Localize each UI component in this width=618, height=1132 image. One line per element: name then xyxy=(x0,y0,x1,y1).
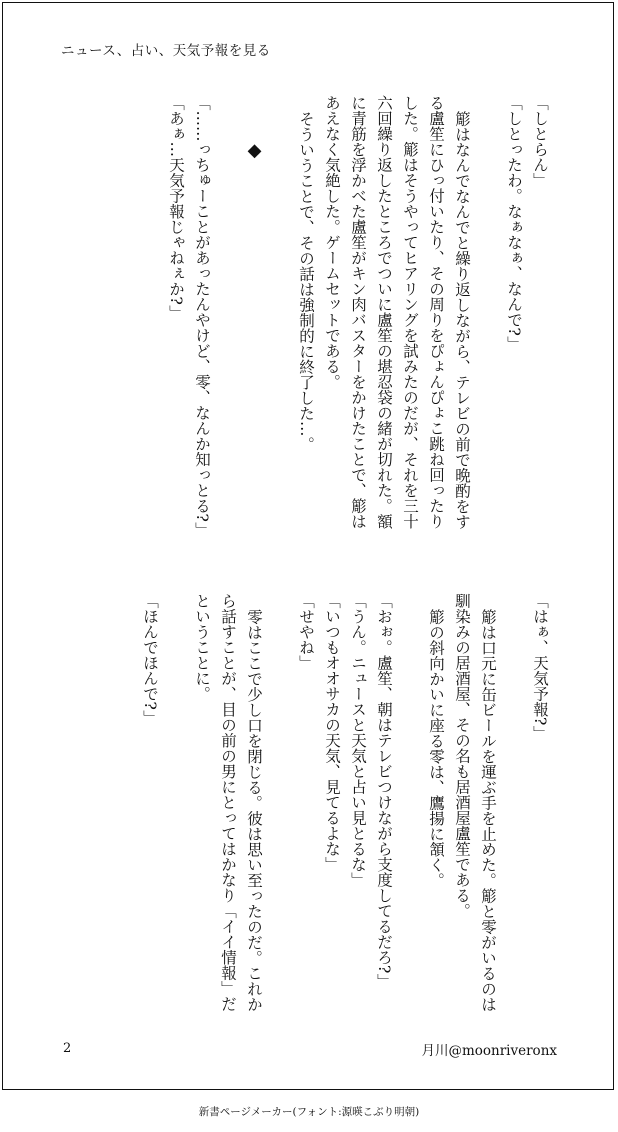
blank-line xyxy=(475,95,501,535)
blank-line xyxy=(267,95,293,535)
text-block-bottom xyxy=(53,593,553,1013)
dialogue-line: 「おぉ。盧笙、朝はテレビつけながら支度してるだろ?」 xyxy=(375,593,393,989)
blank-line xyxy=(501,593,527,1013)
dialogue-line: 「うん。ニュースと天気と占い見とるな」 xyxy=(349,593,367,888)
dialogue-line: 「ほんでほんで?」 xyxy=(141,593,159,726)
dialogue-line: 「せやね」 xyxy=(297,593,315,671)
dialogue-line: 「はぁ、天気予報?」 xyxy=(531,593,549,741)
section-divider: ◆ xyxy=(244,140,265,161)
narration-paragraph: 簓は口元に缶ビールを運ぶ手を止めた。簓と零がいるのは馴染みの居酒屋、その名も居酒屋盧笙である。 xyxy=(453,593,497,1012)
author-handle: 月川@moonriveronx xyxy=(421,1043,557,1059)
narration-paragraph: 零はここで少し口を閉じる。彼は思い至ったのだ。これから話すことが、目の前の男にとってはかなり「イイ情報」だということに。 xyxy=(193,593,263,1012)
dialogue-line: 「しとったわ。なぁなぁ、なんで?」 xyxy=(505,95,523,352)
text-block-top xyxy=(53,95,553,538)
dialogue-line: 「あぁ…天気予報じゃねぇか?」 xyxy=(167,95,185,321)
blank-line xyxy=(267,593,293,1013)
blank-line xyxy=(397,593,423,1013)
dialogue-line: 「……っちゅーことがあったんやけど、零、なんか知っとる?」 xyxy=(193,95,211,538)
blank-line xyxy=(163,593,189,1013)
narration-paragraph: 簓はなんでなんでと繰り返しながら、テレビの前で晩酌をする盧笙にひっ付いたり、その周りをぴょんぴょこ跳ね回ったりした。簓はそうやってヒアリングを試みたのだが、それを三十六回繰り返したところでついに盧笙の堪忍袋の緒が切れた。額に青筋を浮かべた盧笙がキン肉バスターをかけたことで、簓はあえなく気絶した。ゲームセットである。 xyxy=(323,95,471,529)
blank-line xyxy=(215,95,241,535)
dialogue-line: 「しとらん」 xyxy=(531,95,549,188)
narration-paragraph: そういうことで、その話は強制的に終了した…。 xyxy=(297,110,315,452)
generator-caption: 新書ページメーカー(フォント:源暎こぶり明朝) xyxy=(198,1106,420,1118)
page-number: 2 xyxy=(63,1041,72,1056)
dialogue-line: 「いつもオオサカの天気、見てるよな」 xyxy=(323,593,341,872)
page-title: ニュース、占い、天気予報を見る xyxy=(61,43,271,59)
narration-paragraph: 簓の斜向かいに座る零は、鷹揚に頷く。 xyxy=(427,608,445,888)
book-page xyxy=(2,2,614,1090)
